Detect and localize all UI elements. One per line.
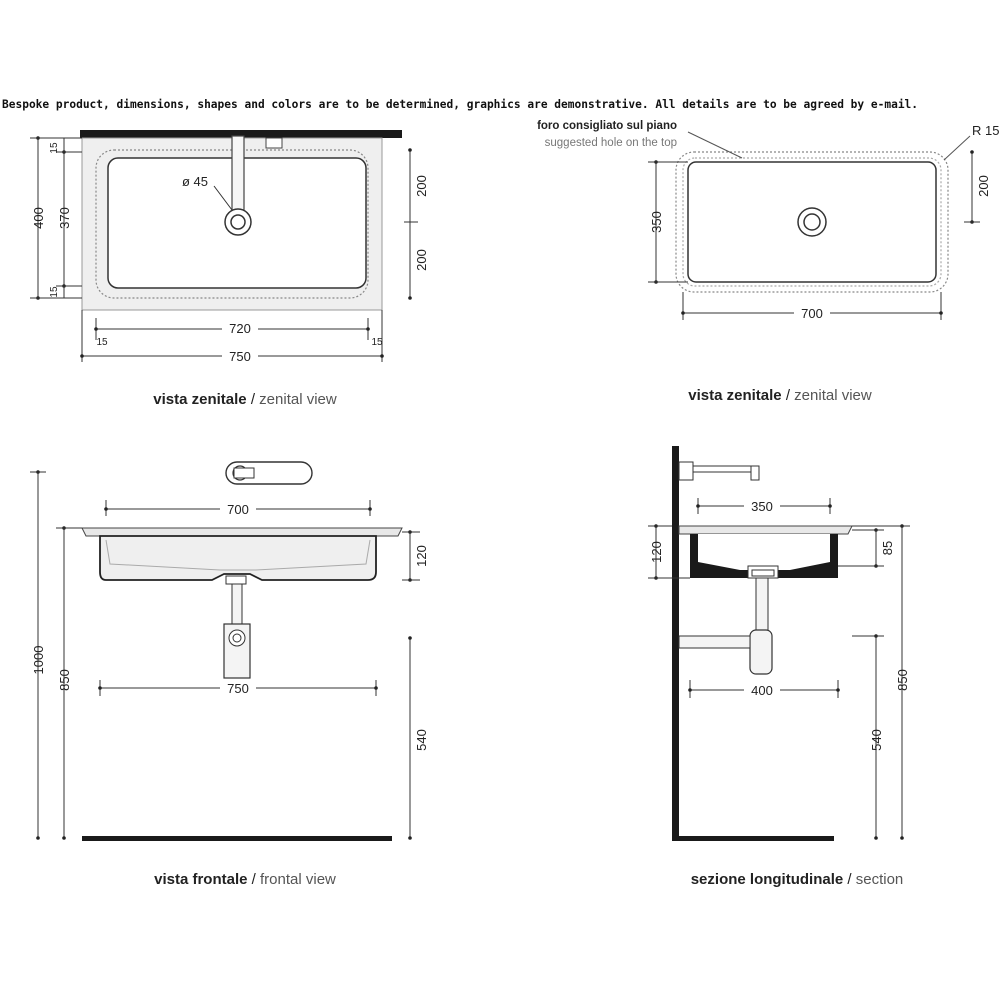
- countertop: [82, 528, 402, 536]
- disclaimer-banner: Bespoke product, dimensions, shapes and colors are to be determined, graphics are demonstrative. All details are to be agreed by e-mail.: [2, 98, 919, 111]
- hole-diameter-label: ø 45: [182, 174, 209, 189]
- waste-pipe: [756, 578, 768, 634]
- dim-edge-top: 15: [49, 142, 60, 154]
- wall-outlet-pipe: [679, 636, 750, 648]
- floor-line: [82, 836, 392, 841]
- dim-waste-width: 750: [227, 681, 249, 696]
- dim-depth-left: 120: [649, 541, 664, 563]
- wall: [672, 446, 679, 840]
- caption-top-right: vista zenitale / zenital view: [688, 387, 872, 404]
- dim-height-total: 400: [31, 207, 46, 229]
- dim-top-width: 700: [227, 502, 249, 517]
- dim-waste-height: 540: [414, 729, 429, 751]
- dim-edge-left: 15: [96, 337, 108, 348]
- dim-right-bottom: 200: [414, 249, 429, 271]
- dim-right: 200: [976, 175, 991, 197]
- faucet-handle: [266, 138, 282, 148]
- dim-depth-right: 85: [880, 540, 895, 556]
- dim-waste-width: 400: [751, 683, 773, 698]
- dim-rim-height: 850: [895, 669, 910, 691]
- faucet-spout: [232, 136, 244, 220]
- faucet-spout: [693, 466, 759, 472]
- countertop: [679, 526, 852, 534]
- bottom-left-front-view: [30, 462, 429, 888]
- top-left-plan-view: [30, 130, 429, 408]
- dim-floor-total: 1000: [31, 645, 46, 675]
- note-english: suggested hole on the top: [544, 137, 677, 149]
- dim-height-inner: 370: [57, 207, 72, 229]
- floor-line: [672, 836, 834, 841]
- dim-width-total: 750: [229, 349, 251, 364]
- dim-depth: 120: [414, 545, 429, 567]
- basin-body: [100, 536, 376, 580]
- note-italian: foro consigliato sul piano: [537, 120, 677, 132]
- top-right-plan-view: [537, 120, 999, 404]
- caption-top-left: vista zenitale / zenital view: [153, 391, 337, 408]
- siphon: [750, 630, 772, 674]
- dim-width: 700: [801, 306, 823, 321]
- dim-top-width: 350: [751, 499, 773, 514]
- faucet-plate: [679, 462, 693, 480]
- caption-bottom-right: sezione longitudinale / section: [690, 871, 904, 888]
- dim-edge-bottom: 15: [49, 286, 60, 298]
- drain-inner: [804, 214, 820, 230]
- dim-waste-height: 540: [869, 729, 884, 751]
- dim-width-inner: 720: [229, 321, 251, 336]
- waste-pipe: [232, 584, 242, 624]
- bottom-right-section-view: [648, 446, 910, 888]
- dim-height: 350: [649, 211, 664, 233]
- dim-floor-rim: 850: [57, 669, 72, 691]
- dim-radius: R 15: [972, 123, 1000, 138]
- dim-edge-right: 15: [371, 337, 383, 348]
- drain-inner: [231, 215, 245, 229]
- caption-bottom-left: vista frontale / frontal view: [154, 871, 336, 888]
- dim-right-top: 200: [414, 175, 429, 197]
